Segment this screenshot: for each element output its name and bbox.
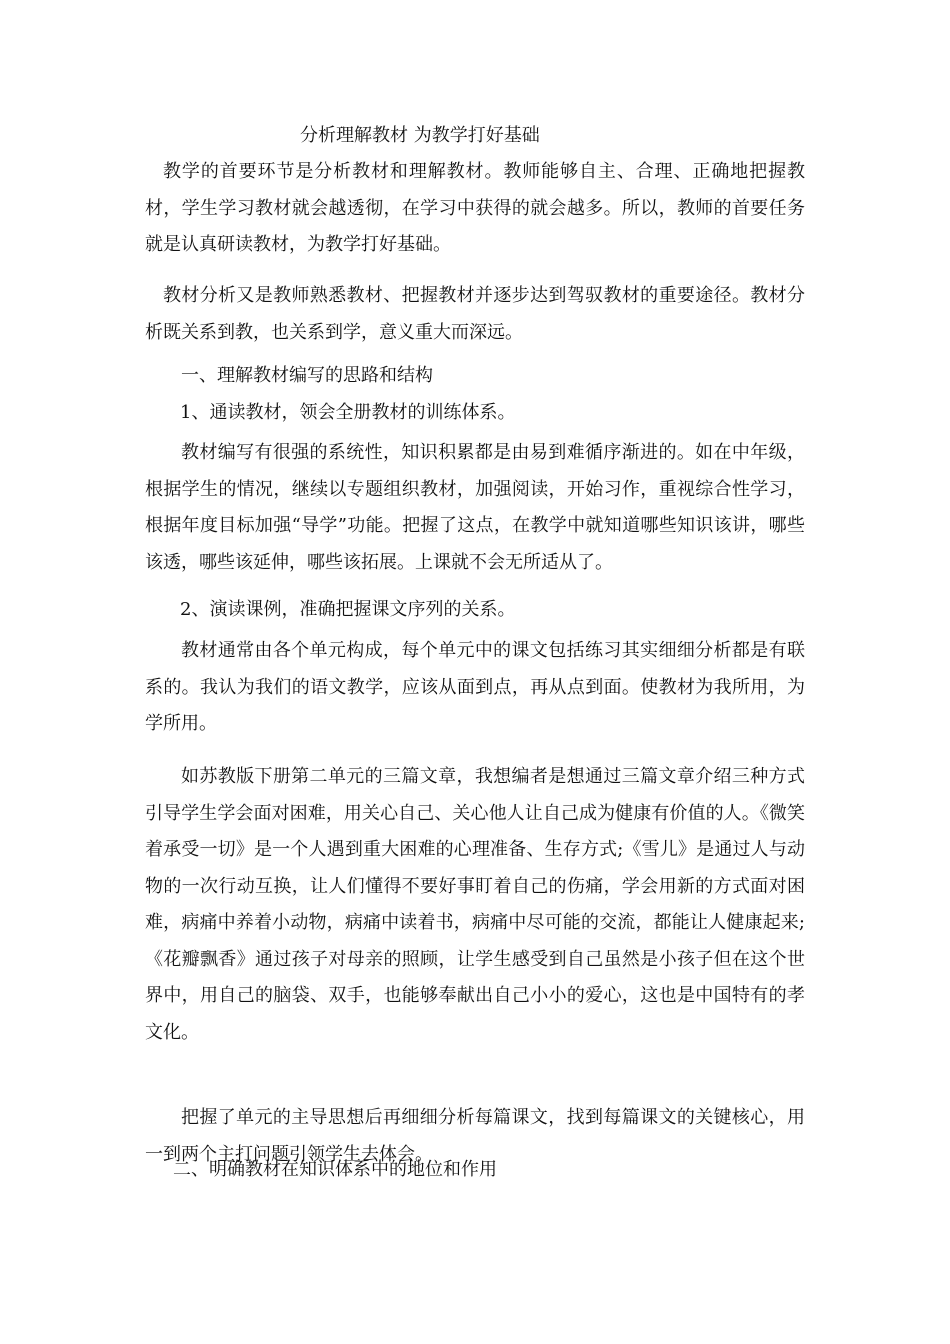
paragraph-core: 把握了单元的主导思想后再细细分析每篇课文，找到每篇课文的关键核心，用一到两个主打问题引领学生去体会。: [145, 1107, 805, 1165]
paragraph-analysis: 教材分析又是教师熟悉教材、把握教材并逐步达到驾驭教材的重要途径。教材分析既关系到教，也关系到学，意义重大而深远。: [145, 285, 805, 343]
section-heading-1: 一、理解教材编写的思路和结构: [181, 365, 433, 386]
paragraph-intro: 教学的首要环节是分析教材和理解教材。教师能够自主、合理、正确地把握教材，学生学习教材就会越透彻，在学习中获得的就会越多。所以，教师的首要任务就是认真研读教材，为教学打好基础。: [145, 161, 805, 255]
document-title: 分析理解教材 为教学打好基础: [300, 125, 540, 146]
subheading-1: 1、通读教材，领会全册教材的训练体系。: [180, 402, 516, 423]
subheading-2: 2、演读课例，准确把握课文序列的关系。: [180, 599, 516, 620]
paragraph-units: 教材通常由各个单元构成，每个单元中的课文包括练习其实细细分析都是有联系的。我认为我们的语文教学，应该从面到点，再从点到面。使教材为我所用，为学所用。: [145, 640, 805, 734]
paragraph-example: 如苏教版下册第二单元的三篇文章，我想编者是想通过三篇文章介绍三种方式引导学生学会面对困难，用关心自己、关心他人让自己成为健康有价值的人。《微笑着承受一切》是一个人遇到重大困难的心理准备、生存方式;《雪儿》是通过人与动物的一次行动互换，让人们懂得不要好事盯着自己的伤痛，学会用新的方式面对困难，病痛中养着小动物，病痛中读着书，病痛中尽可能的交流，都能让人健康起来;《花瓣飘香》通过孩子对母亲的照顾，让学生感受到自己虽然是小孩子但在这个世界中，用自己的脑袋、双手，也能够奉献出自己小小的爱心，这也是中国特有的孝文化。: [145, 766, 805, 1043]
section-heading-2: 二、明确教材在知识体系中的地位和作用: [173, 1159, 497, 1180]
paragraph-system: 教材编写有很强的系统性，知识积累都是由易到难循序渐进的。如在中年级，根据学生的情况，继续以专题组织教材，加强阅读，开始习作，重视综合性学习，根据年度目标加强“导学”功能。把握了这点，在教学中就知道哪些知识该讲，哪些该透，哪些该延伸，哪些该拓展。上课就不会无所适从了。: [145, 442, 805, 573]
